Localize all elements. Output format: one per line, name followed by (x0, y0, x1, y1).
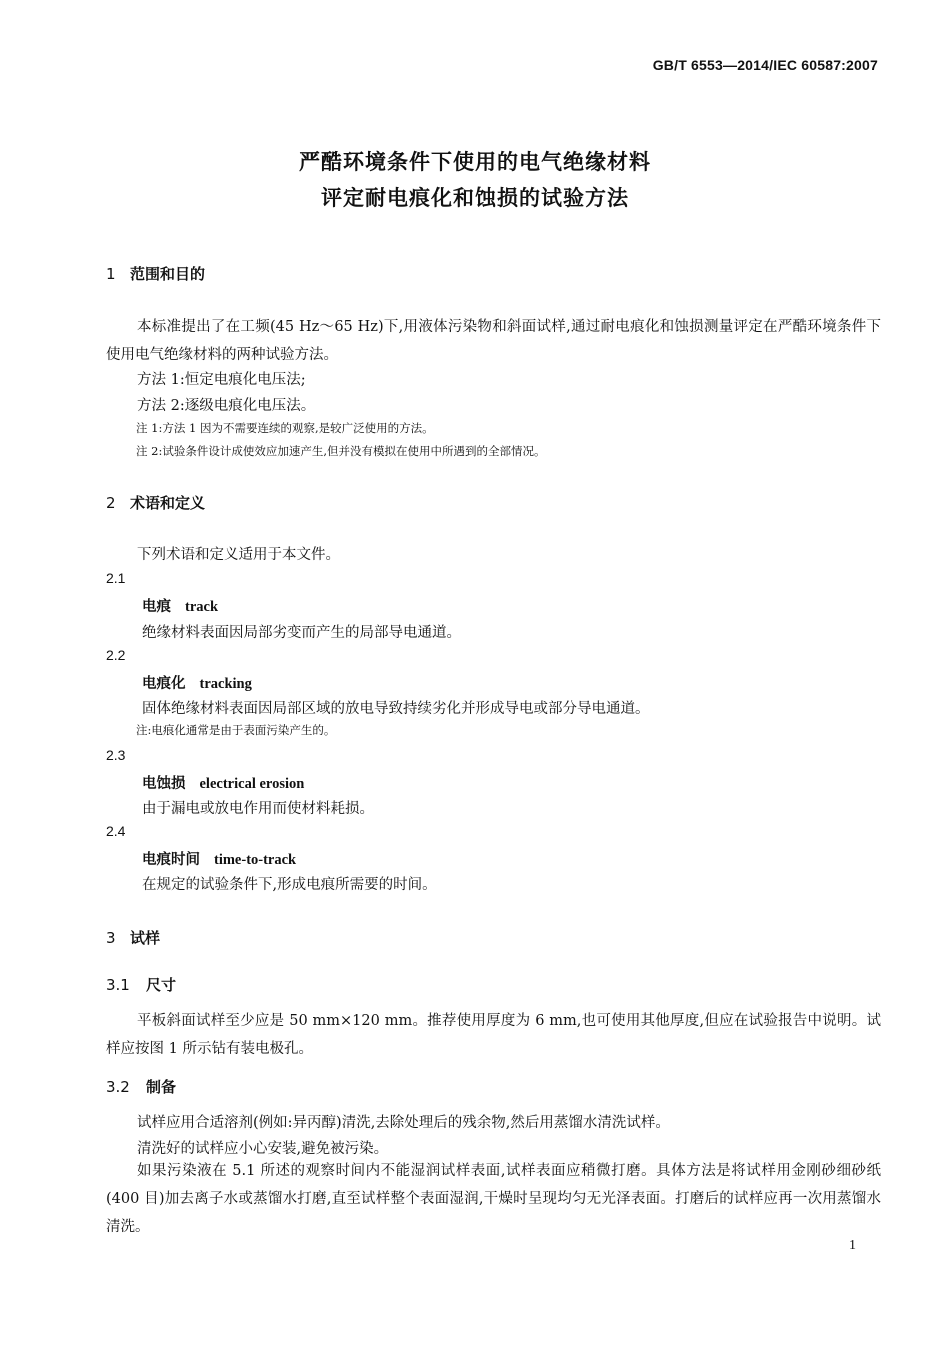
section-number: 2 (106, 494, 116, 512)
section-2-intro: 下列术语和定义适用于本文件。 (137, 547, 340, 563)
term-heading (142, 772, 304, 793)
title-line-2: 评定耐电痕化和蚀损的试验方法 (321, 186, 629, 210)
term-en: time-to-track (214, 852, 297, 868)
subsection-title: 制备 (146, 1078, 177, 1096)
standard-code: GB/T 6553—2014/IEC 60587:2007 (652, 57, 878, 73)
term-heading (142, 595, 218, 616)
subsection-number: 3.1 (106, 976, 130, 994)
term-zh: 电痕时间 (142, 852, 200, 868)
subsection-3-2-para-3: 如果污染液在 5.1 所述的观察时间内不能湿润试样表面,试样表面应稍微打磨。具体方法是将试样用金刚砂细砂纸(400 目)加去离子水或蒸馏水打磨,直至试样整个表面湿润,干燥时呈现均匀无光泽表面。打磨后的试样应再一次用蒸馏水清洗。 (106, 1163, 881, 1235)
term-definition: 固体绝缘材料表面因局部区域的放电导致持续劣化并形成导电或部分导电通道。 (142, 701, 650, 717)
term-definition: 由于漏电或放电作用而使材料耗损。 (142, 801, 374, 817)
subsection-3-2-heading (106, 1076, 176, 1097)
section-2-heading (106, 492, 205, 513)
subsection-number: 3.2 (106, 1078, 130, 1096)
term-heading (142, 672, 252, 693)
section-title: 试样 (130, 929, 161, 947)
term-en: tracking (199, 676, 252, 692)
section-1-heading (106, 263, 205, 284)
term-zh: 电痕化 (142, 676, 186, 692)
term-definition: 绝缘材料表面因局部劣变而产生的局部导电通道。 (142, 625, 461, 641)
term-definition: 在规定的试验条件下,形成电痕所需要的时间。 (142, 877, 437, 893)
section-1-paragraph: 本标准提出了在工频(45 Hz～65 Hz)下,用液体污染物和斜面试样,通过耐电痕化和蚀损测量评定在严酷环境条件下使用电气绝缘材料的两种试验方法。 (106, 319, 881, 363)
section-number: 1 (106, 265, 116, 283)
term-en: electrical erosion (199, 776, 305, 792)
term-note: 注:电痕化通常是由于表面污染产生的。 (136, 723, 336, 737)
subsection-3-2-para-1: 试样应用合适溶剂(例如:异丙醇)清洗,去除处理后的残余物,然后用蒸馏水清洗试样。 (137, 1115, 670, 1131)
subsection-3-2-para-2: 清洗好的试样应小心安装,避免被污染。 (137, 1141, 389, 1157)
section-title: 术语和定义 (130, 494, 206, 512)
term-number: 2.3 (106, 747, 126, 763)
section-3-heading (106, 927, 160, 948)
term-number: 2.1 (106, 570, 126, 586)
subsection-title: 尺寸 (146, 976, 177, 994)
term-zh: 电蚀损 (142, 776, 186, 792)
section-title: 范围和目的 (130, 265, 206, 283)
note-1: 注 1:方法 1 因为不需要连续的观察,是较广泛使用的方法。 (136, 421, 434, 435)
method-1: 方法 1:恒定电痕化电压法; (137, 372, 306, 388)
method-2: 方法 2:逐级电痕化电压法。 (137, 398, 316, 414)
note-2: 注 2:试验条件设计成使效应加速产生,但并没有模拟在使用中所遇到的全部情况。 (136, 444, 546, 458)
term-zh: 电痕 (142, 599, 171, 615)
term-en: track (185, 599, 219, 615)
title-line-1: 严酷环境条件下使用的电气绝缘材料 (299, 150, 651, 174)
page-number: 1 (849, 1238, 856, 1253)
term-number: 2.2 (106, 647, 126, 663)
term-number: 2.4 (106, 823, 126, 839)
section-number: 3 (106, 929, 116, 947)
term-heading (142, 848, 296, 869)
subsection-3-1-heading (106, 974, 176, 995)
subsection-3-1-paragraph: 平板斜面试样至少应是 50 mm×120 mm。推荐使用厚度为 6 mm,也可使用其他厚度,但应在试验报告中说明。试样应按图 1 所示钻有装电极孔。 (106, 1013, 881, 1057)
